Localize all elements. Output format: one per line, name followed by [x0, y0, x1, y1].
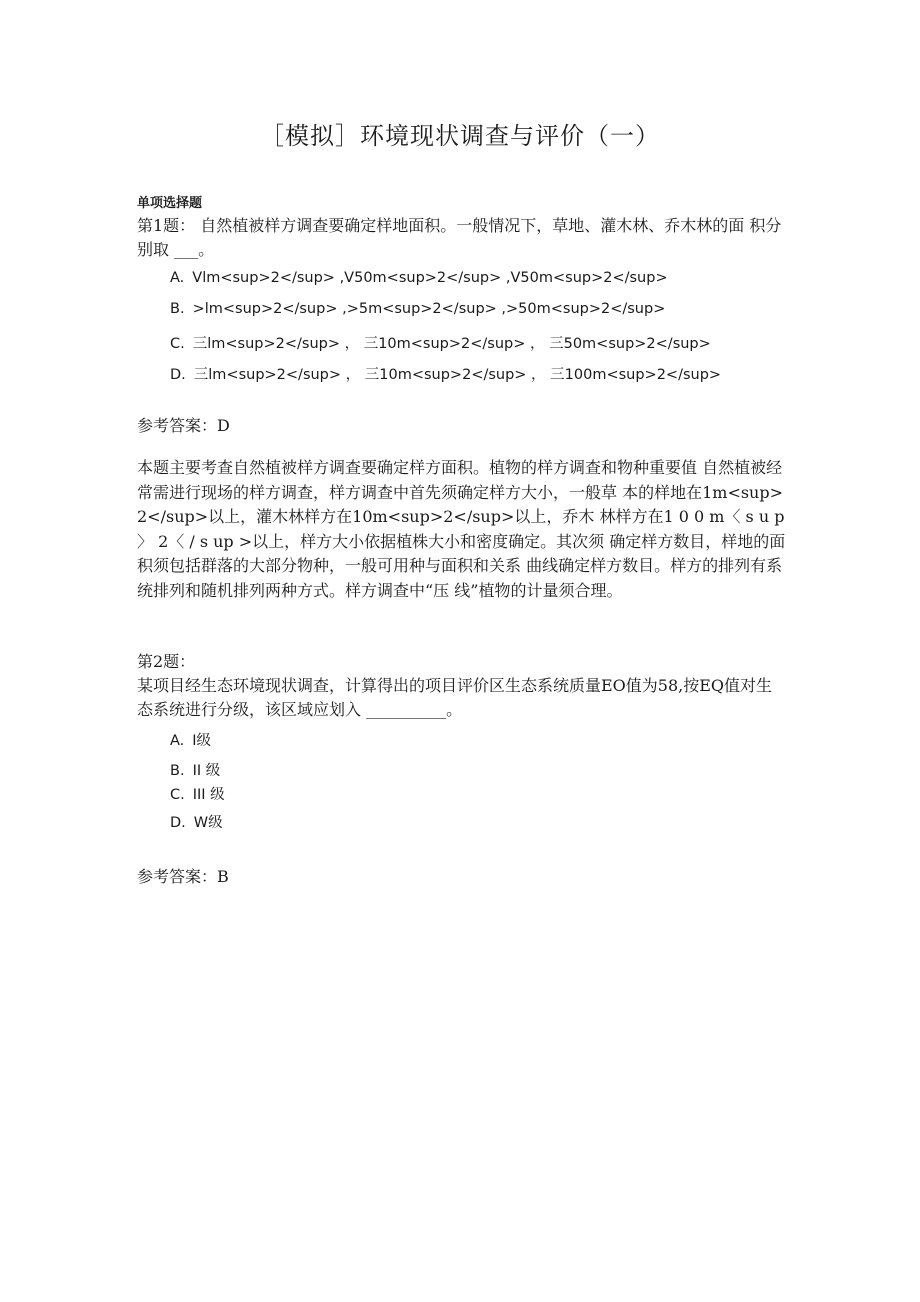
option-text: 三lm<sup>2</sup> ， 三10m<sup>2</sup> ， 三100m<sup>2</sup> [193, 367, 722, 383]
question-1-option-b [170, 301, 665, 317]
section-label: 单项选择题 [137, 196, 203, 211]
question-1-option-c [170, 332, 711, 353]
document-title: ［模拟］环境现状调查与评价（一） [260, 122, 660, 150]
option-letter: D. [170, 367, 186, 383]
option-letter: C. [170, 787, 185, 803]
option-text: III 级 [192, 787, 225, 803]
option-text: 三lm<sup>2</sup> ， 三10m<sup>2</sup> ， 三50m<sup>2</sup> [192, 336, 711, 352]
question-1-answer: 参考答案：D [137, 416, 230, 435]
option-text: W级 [193, 815, 223, 831]
option-letter: B. [170, 763, 185, 779]
option-letter: B. [170, 301, 185, 317]
question-2-option-d [170, 811, 223, 832]
option-text: Vlm<sup>2</sup> ,V50m<sup>2</sup> ,V50m<sup>2</sup> [192, 270, 668, 286]
question-2-option-c [170, 783, 225, 804]
option-letter: C. [170, 336, 185, 352]
question-2-stem: 某项目经生态环境现状调查，计算得出的项目评价区生态系统质量EO值为58,按EQ值对生态系统进行分级，该区域应划入 __________。 [137, 676, 773, 719]
question-1-stem: 第1题： 自然植被样方调查要确定样地面积。一般情况下，草地、灌木林、乔木林的面 积分别取 ___。 [137, 216, 782, 259]
option-text: II 级 [192, 763, 221, 779]
question-1-option-a [170, 270, 668, 286]
option-text: I级 [192, 733, 212, 749]
question-1-analysis: 本题主要考查自然植被样方调查要确定样方面积。植物的样方调查和物种重要值 自然植被经常需进行现场的样方调查，样方调查中首先须确定样方大小，一般草 本的样地在1m<sup>2</sup>以上，灌木林样方在10m<sup>2</sup>以上，乔木 林样方在1 0 0 m〈 s u p 〉 2〈 / s up >以上，样方大小依据植株大小和密度确定。其次须 确定样方数目，样地的面积须包括群落的大部分物种，一般可用种与面积和关系 曲线确定样方数目。样方的排列有系统排列和随机排列两种方式。样方调查中“压 线”植物的计量须合理。 [137, 458, 786, 600]
option-text: >lm<sup>2</sup> ,>5m<sup>2</sup> ,>50m<sup>2</sup> [192, 301, 666, 317]
question-2-answer: 参考答案：B [137, 867, 229, 886]
option-letter: A. [170, 733, 185, 749]
question-1-option-d [170, 363, 721, 384]
option-letter: D. [170, 815, 186, 831]
option-letter: A. [170, 270, 185, 286]
question-2-option-b [170, 759, 220, 780]
question-2-option-a [170, 729, 211, 750]
question-2-heading: 第2题： [137, 652, 196, 671]
